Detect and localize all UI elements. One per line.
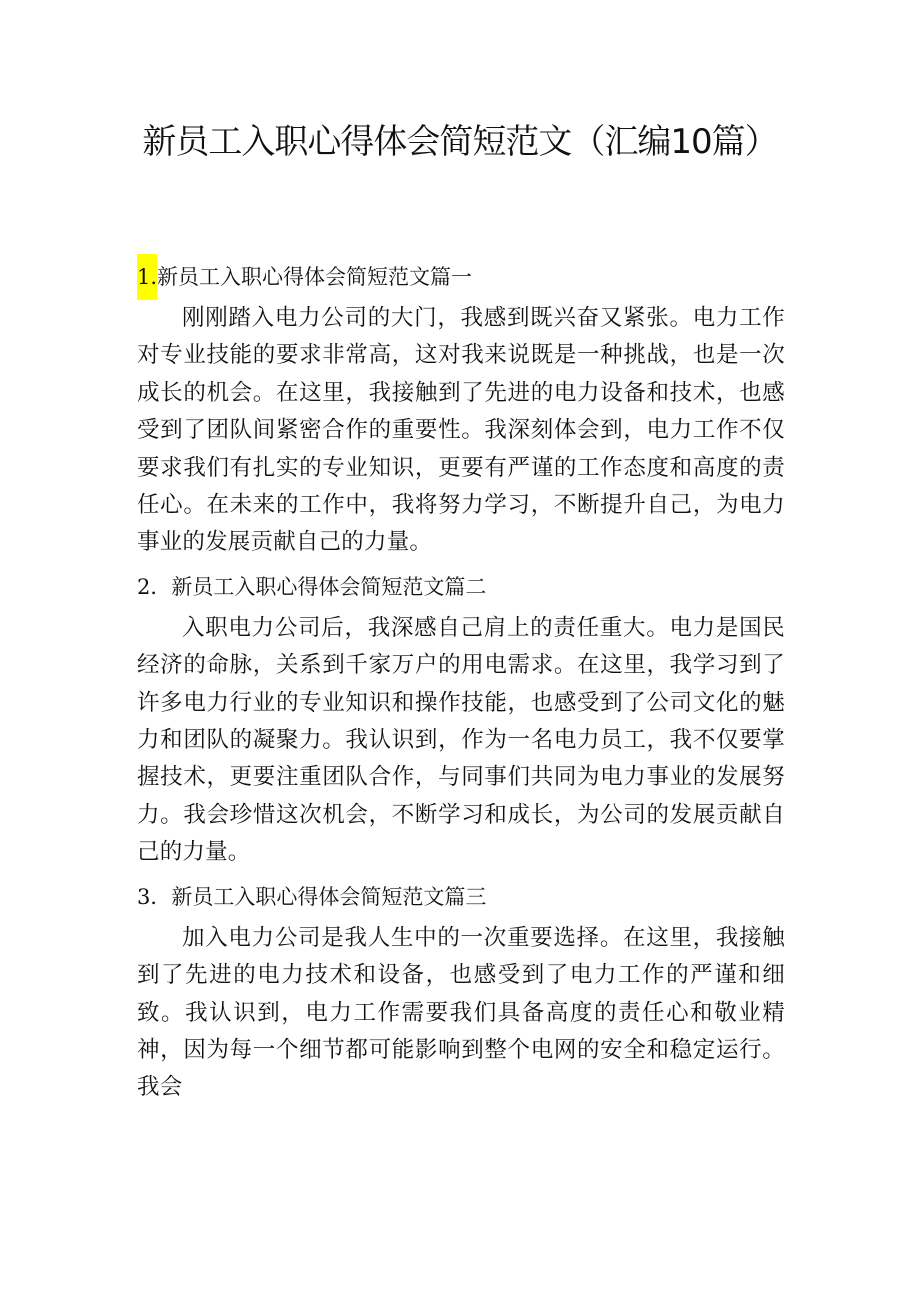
document-body xyxy=(137,254,785,1109)
section-paragraph: 刚刚踏入电力公司的大门，我感到既兴奋又紧张。电力工作对专业技能的要求非常高，这对我来说既是一种挑战，也是一次成长的机会。在这里，我接触到了先进的电力设备和技术，也感受到了团队间紧密合作的重要性。我深刻体会到，电力工作不仅要求我们有扎实的专业知识，更要有严谨的工作态度和高度的责任心。在未来的工作中，我将努力学习，不断提升自己，为电力事业的发展贡献自己的力量。 xyxy=(137,305,785,556)
section-number: 2． xyxy=(137,574,172,599)
section-number: 3． xyxy=(137,884,172,909)
section-heading xyxy=(137,874,785,920)
section-paragraph: 加入电力公司是我人生中的一次重要选择。在这里，我接触到了先进的电力技术和设备，也感受到了电力工作的严谨和细致。我认识到，电力工作需要我们具备高度的责任心和敬业精神，因为每一个细节都可能影响到整个电网的安全和稳定运行。我会 xyxy=(137,924,785,1101)
section-heading xyxy=(137,564,785,610)
section-heading xyxy=(137,254,785,300)
section-heading-text: 新员工入职心得体会简短范文篇一 xyxy=(157,265,473,289)
section-3 xyxy=(137,874,785,1107)
section-2 xyxy=(137,564,785,872)
section-1 xyxy=(137,254,785,562)
section-paragraph: 入职电力公司后，我深感自己肩上的责任重大。电力是国民经济的命脉，关系到千家万户的用电需求。在这里，我学习到了许多电力行业的专业知识和操作技能，也感受到了公司文化的魅力和团队的凝聚力。我认识到，作为一名电力员工，我不仅要掌握技术，更要注重团队合作，与同事们共同为电力事业的发展努力。我会珍惜这次机会，不断学习和成长，为公司的发展贡献自己的力量。 xyxy=(137,614,785,866)
document-title: 新员工入职心得体会简短范文（汇编10篇） xyxy=(142,122,778,162)
section-number-highlighted: 1. xyxy=(137,254,157,300)
section-heading-text: 新员工入职心得体会简短范文篇三 xyxy=(171,884,487,909)
section-heading-text: 新员工入职心得体会简短范文篇二 xyxy=(171,574,487,599)
